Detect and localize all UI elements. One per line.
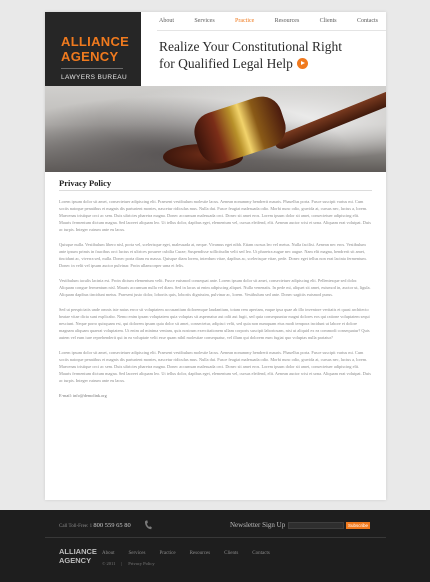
gavel-handle-shape [272, 86, 386, 151]
newsletter-label: Newsletter Sign Up [230, 521, 286, 529]
footer-divider [45, 537, 386, 538]
paragraph: Lorem ipsum dolor sit amet, consectetuer adipiscing elit. Praesent vestibulum molestie lacus. Aenean nonummy hendrerit mauris. Phasellus porta. Fusce suscipit varius mi. Cum sociis natoque penatibus et magnis dis parturient montes, nascetur ridiculus mus. Nulla dui. Fusce feugiat malesuada odio. Morbi nunc odio, gravida at, cursus nec, luctus a, lorem. Maecenas tristique orci ac sem. Duis ultricies pharetra magna. Donec accumsan malesuada orci. Donec sit amet eros. Lorem ipsum dolor sit amet, consectetuer adipiscing elit. Mauris fermentum dictum magna. Sed laoreet aliquam leo. Ut tellus dolor, dapibus eget, elementum vel, cursus eleifend, elit. Aenean auctor wisi et urna. Aliquam erat volutpat. Duis ac turpis. Integer rutrum ante eu lacus. [59, 199, 371, 232]
logo-subtitle: LAWYERS BUREAU [61, 74, 128, 81]
title-divider [59, 190, 372, 191]
footer-nav-contacts[interactable]: Contacts [252, 551, 270, 556]
hero-heading [159, 38, 379, 72]
paragraph: Lorem ipsum dolor sit amet, consectetuer adipiscing elit. Praesent vestibulum molestie lacus. Aenean nonummy hendrerit mauris. Phasellus porta. Fusce suscipit varius mi. Cum sociis natoque penatibus et magnis dis parturient montes, nascetur ridiculus mus. Nulla dui. Fusce feugiat malesuada odio. Morbi nunc odio, gravida at, cursus nec, luctus a, lorem. Maecenas tristique orci ac sem. Duis ultricies pharetra magna. Donec accumsan malesuada orci. Donec sit amet eros. Lorem ipsum dolor sit amet, consectetuer adipiscing elit. Mauris fermentum dictum magna. Sed laoreet aliquam leo. Ut tellus dolor, dapibus eget, elementum vel, cursus eleifend, elit. Aenean auctor wisi et urna. Aliquam erat volutpat. Duis ac turpis. Integer rutrum ante eu lacus. [59, 350, 371, 383]
nav-about[interactable]: About [159, 18, 174, 24]
arrow-right-circle-icon[interactable] [297, 58, 308, 69]
hero-banner-image [45, 86, 386, 172]
nav-clients[interactable]: Clients [319, 18, 337, 24]
copyright: © 2011 | Privacy Policy [102, 561, 155, 566]
privacy-policy-link[interactable]: Privacy Policy [128, 561, 155, 566]
nav-practice[interactable]: Practice [234, 18, 255, 24]
nav-services[interactable]: Services [194, 18, 215, 24]
page-title: Privacy Policy [59, 178, 112, 188]
nav-resources[interactable]: Resources [274, 18, 300, 24]
policy-content [59, 198, 372, 407]
footer [0, 510, 430, 582]
footer-logo[interactable]: ALLIANCE AGENCY [59, 547, 97, 565]
paragraph: Vestibulum iaculis lacinia est. Proin dictum elementum velit. Fusce euismod consequat ante. Lorem ipsum dolor sit amet, consectetuer adipiscing elit. Pellentesque sed dolor. Aliquam congue fermentum nisl. Mauris accumsan nulla vel diam. Sed in lacus ut enim adipiscing aliquet. Nulla venenatis. In pede mi, aliquet sit amet, euismod in, auctor ut, ligula. Aliquam dapibus tincidunt metus. Praesent justo dolor, lobortis quis, lobortis dignissim, pulvinar ac, lorem. Vestibulum sed ante. Donec sagittis euismod purus. [59, 278, 371, 297]
copyright-text: © 2011 [102, 561, 116, 566]
gavel-head-shape [189, 91, 291, 168]
paragraph: Quisque nulla. Vestibulum libero nisl, porta vel, scelerisque eget, malesuada at, neque. Vivamus eget nibh. Etiam cursus leo vel metus. Nulla facilisi. Aenean nec eros. Vestibulum ante ipsum primis in faucibus orci luctus et ultrices posuere cubilia Curae; Suspendisse sollicitudin velit sed leo. Ut pharetra augue nec augue. Nam elit magna, hendrerit sit amet, tincidunt ac, viverra sed, nulla. Donec porta diam eu massa. Quisque diam lorem, interdum vitae, dapibus ac, scelerisque vitae, pede. Donec eget tellus non erat lacinia fermentum. Donec in velit vel ipsum auctor pulvinar. Proin ullamcorper urna et felis. [59, 242, 367, 268]
paragraph: Sed ut perspiciatis unde omnis iste natus error sit voluptatem accusantium doloremque laudantium, totam rem aperiam, eaque ipsa quae ab illo inventore veritatis et quasi architecto beatae vitae dicta sunt explicabo. Nemo enim ipsam voluptatem quia voluptas sit aspernatur aut odit aut fugit, sed quia consequuntur magni dolores eos qui ratione voluptatem sequi nesciunt. Neque porro quisquam est, qui dolorem ipsum quia dolor sit amet, consectetur, adipisci velit, sed quia non numquam eius modi tempora incidunt ut labore et dolore magnam aliquam quaerat voluptatem. Ut enim ad minima veniam, quis nostrum exercitationem ullam corporis suscipit laboriosam, nisi ut aliquid ex ea commodi consequatur? Quis autem vel eum iure reprehenderit qui in ea voluptate velit esse quam nihil molestiae consequatur, vel illum qui dolorem eum fugiat quo voluptas nulla pariatur? [59, 307, 370, 340]
phone-icon [144, 520, 152, 530]
hero-line-1: Realize Your Constitutional Right [159, 39, 343, 54]
footer-nav-services[interactable]: Services [128, 551, 146, 556]
main-nav [157, 12, 386, 31]
toll-free [59, 522, 131, 529]
footer-nav-about[interactable]: About [102, 551, 115, 556]
email-contact[interactable]: E-mail: info@demolink.org [59, 393, 107, 398]
toll-free-number: 800 559 65 80 [93, 522, 131, 529]
hero-line-2: for Qualified Legal Help [159, 56, 293, 71]
toll-free-label: Call Toll-Free: 1 [59, 524, 93, 529]
newsletter-email-input[interactable] [288, 522, 344, 529]
nav-contacts[interactable]: Contacts [356, 18, 378, 24]
footer-nav [102, 551, 270, 556]
main-card [45, 12, 386, 500]
logo-divider [61, 68, 123, 69]
subscribe-button[interactable]: Subscribe [347, 523, 368, 528]
footer-nav-clients[interactable]: Clients [224, 551, 239, 556]
logo-name: ALLIANCE AGENCY [61, 34, 130, 64]
footer-nav-resources[interactable]: Resources [189, 551, 211, 556]
footer-nav-practice[interactable]: Practice [159, 551, 176, 556]
